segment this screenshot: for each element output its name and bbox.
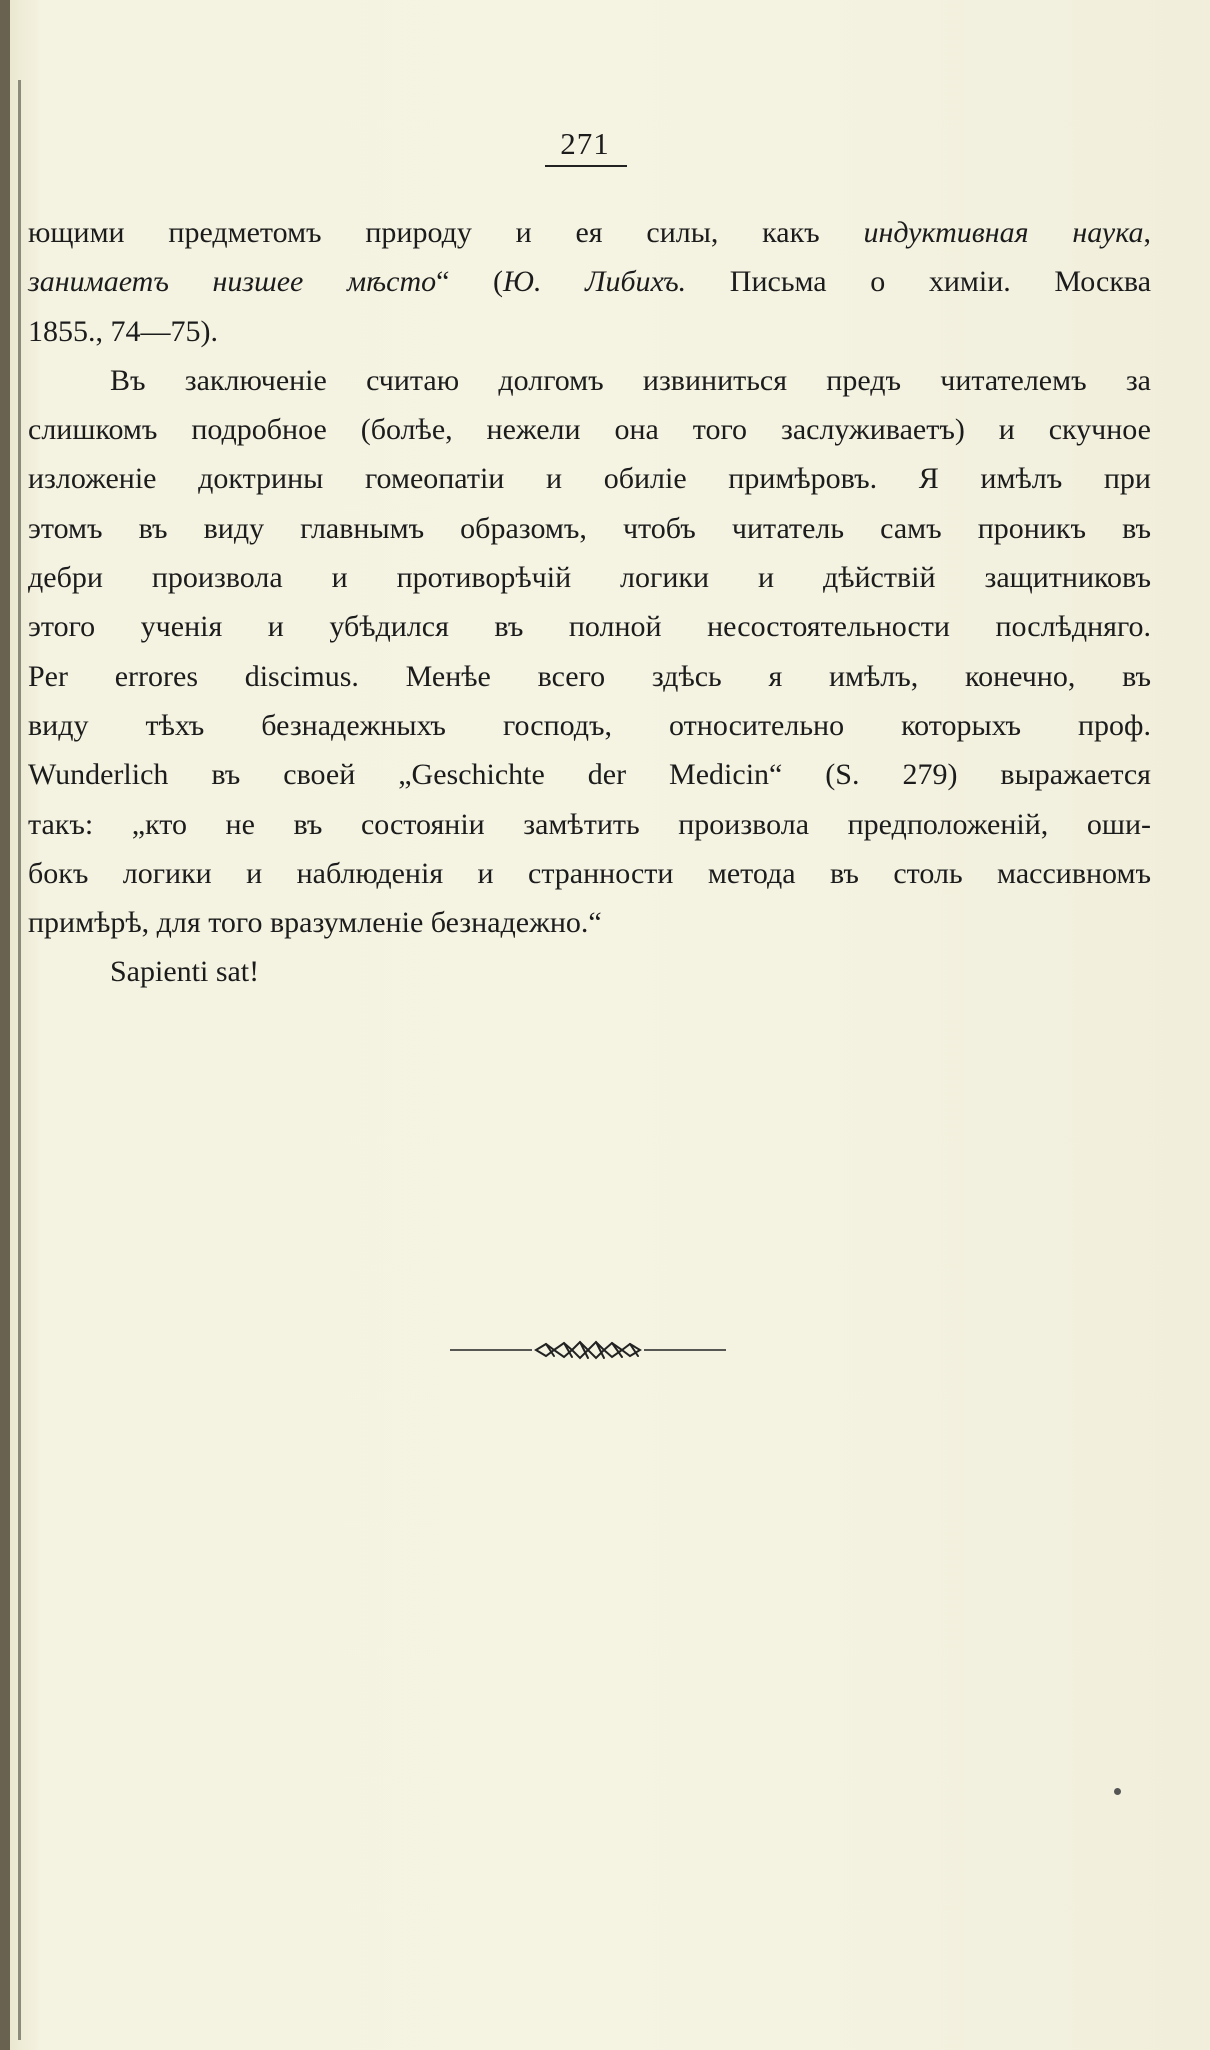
text-run: Sapienti sat! bbox=[110, 955, 260, 989]
text-run: примѣрѣ, для того вразумленіе безнадежно.“ bbox=[28, 906, 602, 940]
text-line bbox=[28, 800, 1151, 849]
text-run: слишкомъ подробное (болѣе, нежели она того заслуживаетъ) и скучное bbox=[28, 413, 1151, 447]
text-run: Письма о химіи. Москва bbox=[686, 265, 1152, 299]
text-run: этого ученія и убѣдился въ полной несостоятельности послѣдняго. bbox=[28, 610, 1151, 644]
closing-ornament bbox=[450, 1334, 726, 1366]
text-line bbox=[28, 849, 1151, 898]
binding-edge bbox=[0, 0, 10, 2050]
text-run: Wunderlich въ своей „Geschichte der Medicin“ (S. 279) выражается bbox=[28, 758, 1151, 792]
italic-text-run: Ю. Либихъ. bbox=[503, 265, 687, 299]
text-line bbox=[28, 208, 1151, 257]
text-line bbox=[28, 356, 1151, 405]
text-run: бокъ логики и наблюденія и странности метода въ столь массивномъ bbox=[28, 856, 1151, 890]
text-run: изложеніе доктрины гомеопатіи и обиліе примѣровъ. Я имѣлъ при bbox=[28, 462, 1151, 496]
text-line bbox=[28, 257, 1151, 306]
italic-text-run: занимаетъ низшее мѣсто bbox=[28, 265, 437, 299]
text-line bbox=[28, 701, 1151, 750]
text-line bbox=[28, 652, 1151, 701]
text-run: виду тѣхъ безнадежныхъ господъ, относительно которыхъ проф. bbox=[28, 708, 1151, 742]
ink-speck bbox=[1114, 1788, 1121, 1795]
text-run: этомъ въ виду главнымъ образомъ, чтобъ читатель самъ проникъ въ bbox=[28, 511, 1151, 545]
body-text bbox=[28, 208, 1151, 997]
text-line bbox=[28, 602, 1151, 651]
text-run: такъ: „кто не въ состояніи замѣтить произвола предположеній, оши- bbox=[28, 807, 1151, 841]
text-run: Per errores discimus. Менѣе всего здѣсь я имѣлъ, конечно, въ bbox=[28, 659, 1151, 693]
margin-line bbox=[18, 80, 21, 2040]
text-line bbox=[28, 947, 1151, 996]
text-line bbox=[28, 504, 1151, 553]
text-line bbox=[28, 405, 1151, 454]
text-run: , bbox=[1143, 216, 1151, 249]
text-run: “ ( bbox=[436, 265, 504, 299]
text-run: дебри произвола и противорѣчій логики и дѣйствій защитниковъ bbox=[28, 561, 1151, 595]
text-run: Въ заключеніе считаю долгомъ извиниться предъ читателемъ за bbox=[110, 363, 1151, 397]
text-run: 1855., 74—75). bbox=[28, 314, 218, 348]
text-line bbox=[28, 750, 1151, 799]
text-line bbox=[28, 454, 1151, 503]
text-run: ющими предметомъ природу и ея силы, какъ bbox=[28, 216, 864, 249]
page-number: 271 bbox=[560, 126, 610, 161]
text-line bbox=[28, 898, 1151, 947]
italic-text-run: индуктивная наука bbox=[863, 216, 1144, 249]
page-number-rule bbox=[545, 165, 627, 167]
text-line bbox=[28, 307, 1151, 356]
text-line bbox=[28, 553, 1151, 602]
